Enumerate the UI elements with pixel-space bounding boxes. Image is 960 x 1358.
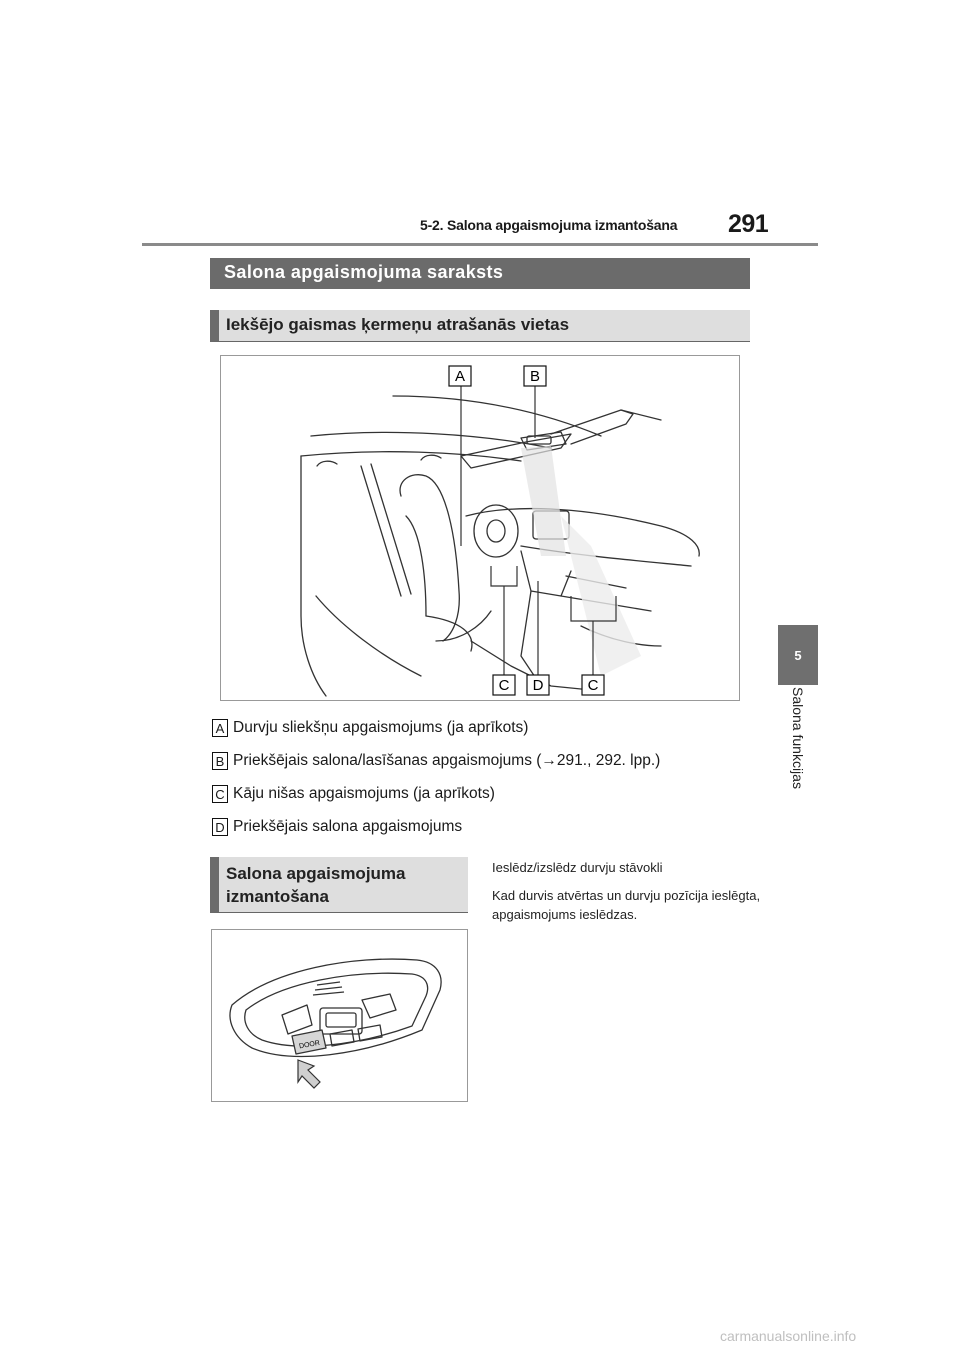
section-title: 5-2. Salona apgaismojuma izmantošana: [420, 217, 678, 233]
legend-text: Durvju sliekšņu apgaismojums (ja aprīkots): [233, 719, 529, 736]
svg-text:C: C: [498, 677, 510, 694]
light-legend: [212, 712, 752, 844]
svg-text:C: C: [587, 677, 599, 694]
overhead-console-illustration: [212, 930, 467, 1101]
callout-a: [449, 366, 471, 386]
callout-d: [527, 675, 549, 695]
page-number: 291: [728, 210, 769, 238]
usage-description: [492, 858, 762, 933]
usage-subheading: [210, 857, 468, 913]
usage-body: Kad durvis atvērtas un durvju pozīcija ieslēgta, apgaismojums ieslēdzas.: [492, 888, 761, 922]
legend-badge: C: [212, 785, 228, 803]
legend-badge: D: [212, 818, 228, 836]
svg-text:A: A: [454, 368, 466, 385]
legend-text[interactable]: Priekšējais salona/lasīšanas apgaismojums (→291., 292. lpp.): [233, 752, 661, 769]
legend-badge: B: [212, 752, 228, 770]
legend-text: Priekšējais salona apgaismojums: [233, 818, 463, 835]
legend-item-b: [212, 745, 752, 777]
legend-text: Kāju nišas apgaismojums (ja aprīkots): [233, 785, 495, 802]
pointer-arrow-icon: [298, 1060, 320, 1088]
locations-subheading: Iekšējo gaismas ķermeņu atrašanās vietas: [210, 310, 750, 342]
legend-item-a: [212, 712, 752, 744]
svg-text:D: D: [532, 677, 544, 694]
legend-item-c: [212, 778, 752, 810]
usage-heading: Ieslēdz/izslēdz durvju stāvokli: [492, 860, 663, 875]
car-interior-illustration: [221, 356, 739, 700]
interior-lights-figure: [220, 355, 740, 701]
callout-b: [524, 366, 546, 386]
door-button-label[interactable]: DOOR: [298, 1039, 321, 1051]
chapter-tab[interactable]: [778, 625, 818, 685]
svg-text:B: B: [529, 368, 541, 385]
watermark: carmanualsonline.info: [720, 1328, 857, 1344]
header-rule: [142, 243, 818, 246]
callout-c-left: [493, 675, 515, 695]
chapter-number: 5: [794, 647, 802, 663]
chapter-label: Salona funkcijas: [790, 687, 806, 789]
main-section-banner: Salona apgaismojuma saraksts: [210, 258, 750, 289]
usage-heading-line1: Salona apgaismojuma: [226, 864, 406, 883]
overhead-console-figure: [211, 929, 468, 1102]
usage-heading-line2: izmantošana: [226, 887, 329, 906]
legend-item-d: [212, 811, 752, 843]
legend-badge: A: [212, 719, 228, 737]
callout-c-right: [582, 675, 604, 695]
